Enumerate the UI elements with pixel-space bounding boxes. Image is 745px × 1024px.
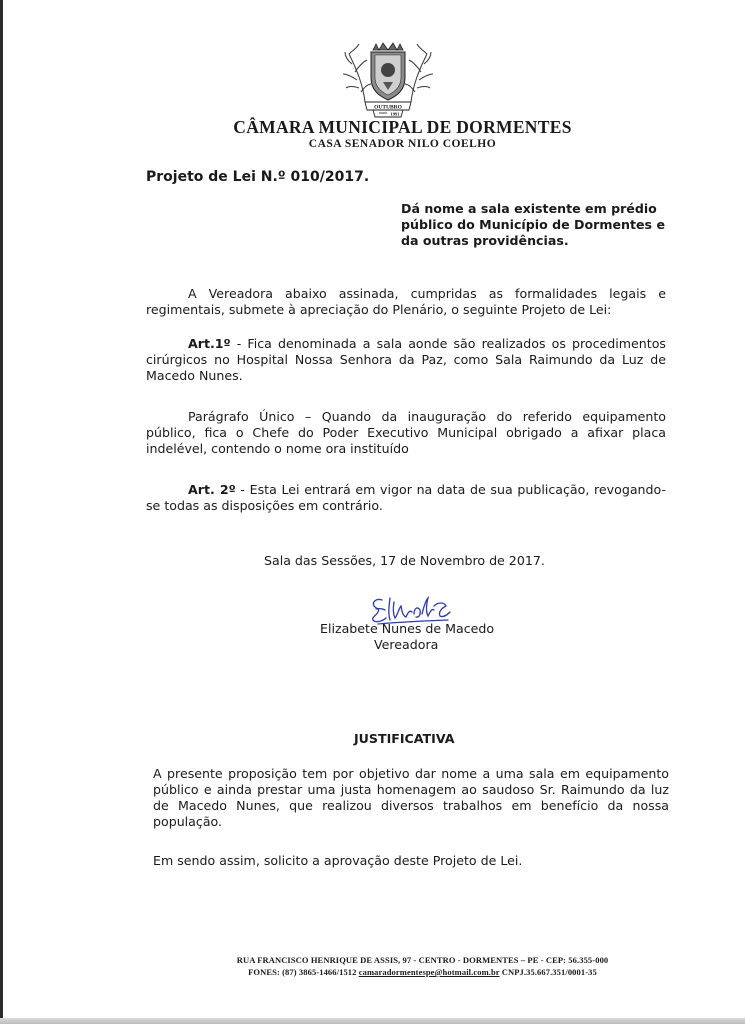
- footer-cnpj: CNPJ.35.667.351/0001-35: [501, 967, 597, 977]
- page-edge: [0, 0, 3, 1024]
- sole-paragraph: Parágrafo Único – Quando da inauguração do referido equipamento público, fica o Chefe do Poder Executivo Municipal obrigado a afixar placa indelével, contendo o nome ora instituído: [146, 409, 666, 456]
- footer-contact: [0, 967, 745, 977]
- signer-role: Vereadora: [374, 637, 439, 652]
- article-1-label: Art.1º: [188, 336, 231, 351]
- article-1: [146, 336, 666, 384]
- page-bottom-edge: [0, 1018, 745, 1024]
- justification-text: A presente proposição tem por objetivo dar nome a uma sala em equipamento público e ainda prestar uma justa homenagem ao saudoso Sr. Raimundo da luz de Macedo Nunes, que realizou diversos trabalhos em benefício da nossa população.: [153, 766, 669, 829]
- municipal-crest-icon: [343, 40, 433, 118]
- footer-phones: FONES: (87) 3865-1466/1512: [248, 967, 357, 977]
- crest-year-text: 1991: [390, 111, 400, 117]
- session-date: Sala das Sessões, 17 de Novembro de 2017.: [264, 553, 545, 568]
- justification-heading: JUSTIFICATIVA: [354, 731, 455, 746]
- footer-address: RUA FRANCISCO HENRIQUE DE ASSIS, 97 - CENTRO - DORMENTES – PE - CEP: 56.355-000: [236, 955, 609, 965]
- article-2-label: Art. 2º: [188, 482, 236, 497]
- justification-closing: Em sendo assim, solicito a aprovação deste Projeto de Lei.: [153, 853, 523, 868]
- chamber-subtitle: CASA SENADOR NILO COELHO: [308, 138, 497, 150]
- article-2: [146, 482, 666, 514]
- article-1-text: - Fica denominada a sala aonde são realizados os procedimentos cirúrgicos no Hospital Nossa Senhora da Paz, como Sala Raimundo da Luz de Macedo Nunes.: [146, 336, 666, 383]
- bill-summary: Dá nome a sala existente em prédio público do Município de Dormentes e da outras providências.: [401, 201, 665, 248]
- footer-email-link[interactable]: camaradormentespe@hotmail.com.br: [358, 967, 500, 977]
- article-2-text: - Esta Lei entrará em vigor na data de sua publicação, revogando-se todas as disposições em contrário.: [146, 482, 667, 513]
- crest-banner-text: OUTUBRO: [374, 104, 402, 111]
- bill-number: Projeto de Lei N.º 010/2017.: [146, 169, 370, 185]
- intro-paragraph: A Vereadora abaixo assinada, cumpridas as formalidades legais e regimentais, submete à apreciação do Plenário, o seguinte Projeto de Lei:: [146, 286, 666, 317]
- signer-name: Elizabete Nunes de Macedo: [320, 621, 495, 636]
- chamber-title: CÂMARA MUNICIPAL DE DORMENTES: [233, 117, 572, 137]
